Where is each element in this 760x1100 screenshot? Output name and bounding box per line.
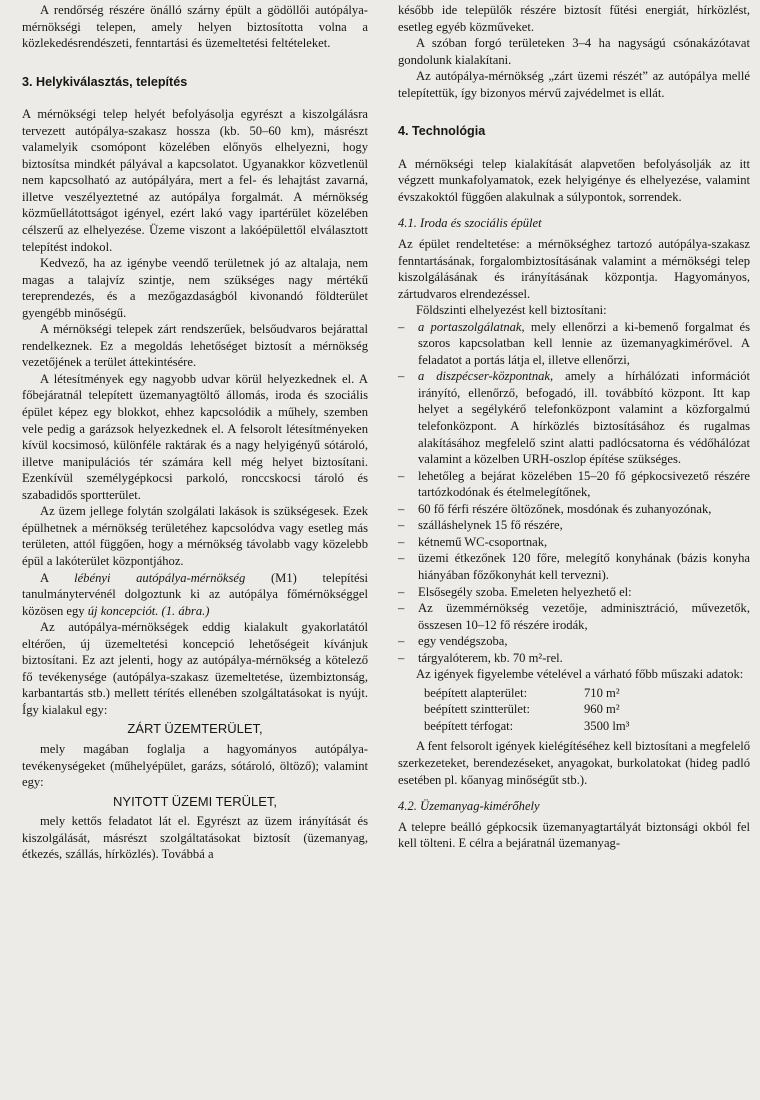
section-heading: 4. Technológia [398,124,486,139]
paragraph: Az autópálya-mérnökség „zárt üzemi részét” az autópálya mellé telepítettük, így bizonyos mérvű zajvédelmet is ellát. [398,69,750,100]
table-key: beépített térfogat: [424,718,514,733]
paragraph: Az üzem jellege folytán szolgálati lakások is szükségesek. Ezek épülhetnek a mérnökség területéhez kapcsolódva vagy esetleg más területen, attól függően, hogy a mérnökség távolabb vagy közelebb épül a lakóterület központjához. [22,504,368,568]
text-run: mely ellenőrzi a ki-bemenő forgalmat és szoros kapcsolatban kell lennie az üzemanyagkimérővel. A feladatot a portás látja el, illetve ellenőrzi, [418,319,750,367]
centered-caption: NYITOTT ÜZEMI TERÜLET, [113,793,277,809]
table-row [424,718,750,735]
text-run: amely a hírhálózati információt irányító, ellenőrző, befogadó, ill. továbbító központ. Itt kap helyet a segélykérő telefonközpont valamint a közforgalmú telefonközpont. A hírközlés biztosításához és rugalmas alakításához megfelelő szint alatti padlócsatorna és védőhálózat valamint a közelben URH-oszlop építése szükséges. [418,369,750,467]
list-item: – tárgyalóterem, kb. 70 m²-rel. [398,650,750,667]
italic-run: a diszpécser-központnak, [418,369,554,384]
list-item [398,368,750,467]
list-item: – üzemi étkezőnek 120 főre, melegítő konyhának (bázis konyha hiányában főzőkonyhát kell tervezni). [398,550,750,583]
left-column [22,2,368,863]
list-item: – szálláshelynek 15 fő részére, [398,517,750,534]
paragraph: Az épület rendeltetése: a mérnökséghez tartozó autópálya-szakasz fenntartásának, forgalombiztosításának valamint a mérnökségi telep kiszolgálásának és irányításának központja. Hagyományos, zártudvaros elrendezéssel. [398,237,750,301]
text-run: A [40,570,75,585]
table-key: beépített alapterület: [424,685,528,700]
section-heading: 3. Helykiválasztás, telepítés [22,74,188,89]
requirements-list [398,319,750,666]
list-item: – 60 fő férfi részére öltözőnek, mosdónak és zuhanyozónak, [398,501,750,518]
centered-caption: ZÁRT ÜZEMTERÜLET, [127,721,263,737]
paragraph: A rendőrség részére önálló szárny épült a gödöllői autópálya-mérnökségi telepen, amely helyen biztosította volna a közlekedésrendészeti, fenntartási és üzemeltetési feltételeket. [22,3,368,51]
text-run: (M1) telepítési tanulmánytervénél dolgoztunk ki az autópálya főmérnökséggel közösen egy [22,570,368,618]
italic-run: új koncepciót. (1. ábra.) [87,603,210,618]
paragraph: A létesítmények egy nagyobb udvar körül helyezkednek el. A főbejáratnál telepített üzemanyagtöltő állomás, iroda és szociális épület képez egy blokkot, ehhez kapcsolódik a műhely, szemben vele pedig a garázsok helyezkednek el. A felsorolt létesítményeken kívül kocsimosó, különféle raktárak és a nagy helyigényű sótároló, illetve manipulációs tér számára kell még helyet biztosítani. Ezenkívül személygépkocsi parkoló, ronccskocsi tároló és szabadidős sportterület. [22,371,368,502]
paragraph: A mérnökségi telep kialakítását alapvetően befolyásolják az itt végzett munkafolyamatok, ezek helyigénye és elhelyezése, valamint évszakoktól függően alakulnak a súlypontok, sorrendek. [398,156,750,204]
table-value: 710 m² [584,685,620,700]
paragraph: A fent felsorolt igények kielégítéséhez kell biztosítani a megfelelő szerkezeteket, berendezéseket, anyagokat, burkolatokat (hideg padló esetében pl. kőanyag minőségűt stb.). [398,739,750,787]
table-row [424,701,750,718]
paragraph: A mérnökségi telep helyét befolyásolja egyrészt a kiszolgálásra tervezett autópálya-szakasz hossza (kb. 50–60 km), másrészt valamelyik csomópont közelében előnyös elhelyezni, hogy biztosítsa mindkét pályával a kapcsolatot. Ugyanakkor közvetlenül nem kapcsolható az autópályára, mert a fel- és lehajtást zavarná, illetve veszélyeztetné az autópálya forgalmát. A mérnökség közműellátottságot igényel, ezért lakó vagy ipartérület közelében célszerű az elhelyezése. Üzeme viszont a lakóépülettől elválasztott telepítést indokol. [22,107,368,254]
technical-data-table [424,685,750,735]
subsection-heading: 4.2. Üzemanyag-kimérőhely [398,799,540,814]
paragraph: A szóban forgó területeken 3–4 ha nagyságú csónakázótavat gondolunk kialakítani. [398,36,750,67]
list-item: – Elsősegély szoba. Emeleten helyezhető el: [398,584,750,601]
paragraph: A telepre beálló gépkocsik üzemanyagtartályát biztonsági okból fel kell tölteni. E célra a bejáratnál üzemanyag- [398,819,750,851]
list-item [398,319,750,369]
list-item: – Az üzemmérnökség vezetője, adminisztráció, művezetők, összesen 10–12 fő részére irodák, [398,600,750,633]
paragraph: Kedvező, ha az igénybe veendő területnek jó az altalaja, nem magas a talajvíz szintje, nem szükséges nagy mértékű tereprendezés, és a mezőgazdaságból kivonandó földterület gyengébb minőségű. [22,256,368,320]
right-column [398,2,750,852]
paragraph: mely kettős feladatot lát el. Egyrészt az üzem irányítását és kiszolgálását, másrészt szolgáltatásokat biztosít (üzemanyag, étkezés, szállás, hírközlés). Továbbá a [22,814,368,862]
table-value: 960 m² [584,702,620,717]
table-row [424,685,750,702]
paragraph [22,570,368,620]
paragraph: mely magában foglalja a hagyományos autópálya-tevékenységeket (műhelyépület, garázs, sótároló, öltöző); valamint egy: [22,741,368,790]
paragraph: Az autópálya-mérnökségek eddig kialakult gyakorlatától eltérően, új üzemeltetési koncepció lehetőségeit kívánjuk biztosítani. Ez azt jelenti, hogy az autópálya-mérnökség a kötelező fő tevékenysége (autópálya-szakasz üzemeltetése, üzembiztonság, karbantartás stb.) mellett térítés ellenében szolgáltatásokat is nyújt. Így kialakul egy: [22,620,368,717]
table-value: 3500 lm³ [584,718,630,733]
paragraph: A mérnökségi telepek zárt rendszerűek, belsőudvaros bejárattal rendelkeznek. Ez a megoldás lehetőséget biztosít a mérnökség vezetőjének a terület áttekintésére. [22,322,368,370]
paragraph: később ide települők részére biztosít fűtési energiát, hírközlést, esetleg egyéb közműveket. [398,3,750,34]
italic-run: a portaszolgálatnak, [418,319,525,334]
paragraph: Földszinti elhelyezést kell biztosítani: [416,303,607,318]
list-item: – kétnemű WC-csoportnak, [398,534,750,551]
list-item: – lehetőleg a bejárat közelében 15–20 fő gépkocsivezető részére tartózkodónak és ételmelegítőnek, [398,468,750,501]
subsection-heading: 4.1. Iroda és szociális épület [398,216,542,231]
paragraph: Az igények figyelembe vételével a várható főbb műszaki adatok: [416,667,744,682]
list-item: – egy vendégszoba, [398,633,750,650]
table-key: beépített szintterület: [424,702,530,717]
italic-run: lébényi autópálya-mérnökség [74,570,246,585]
